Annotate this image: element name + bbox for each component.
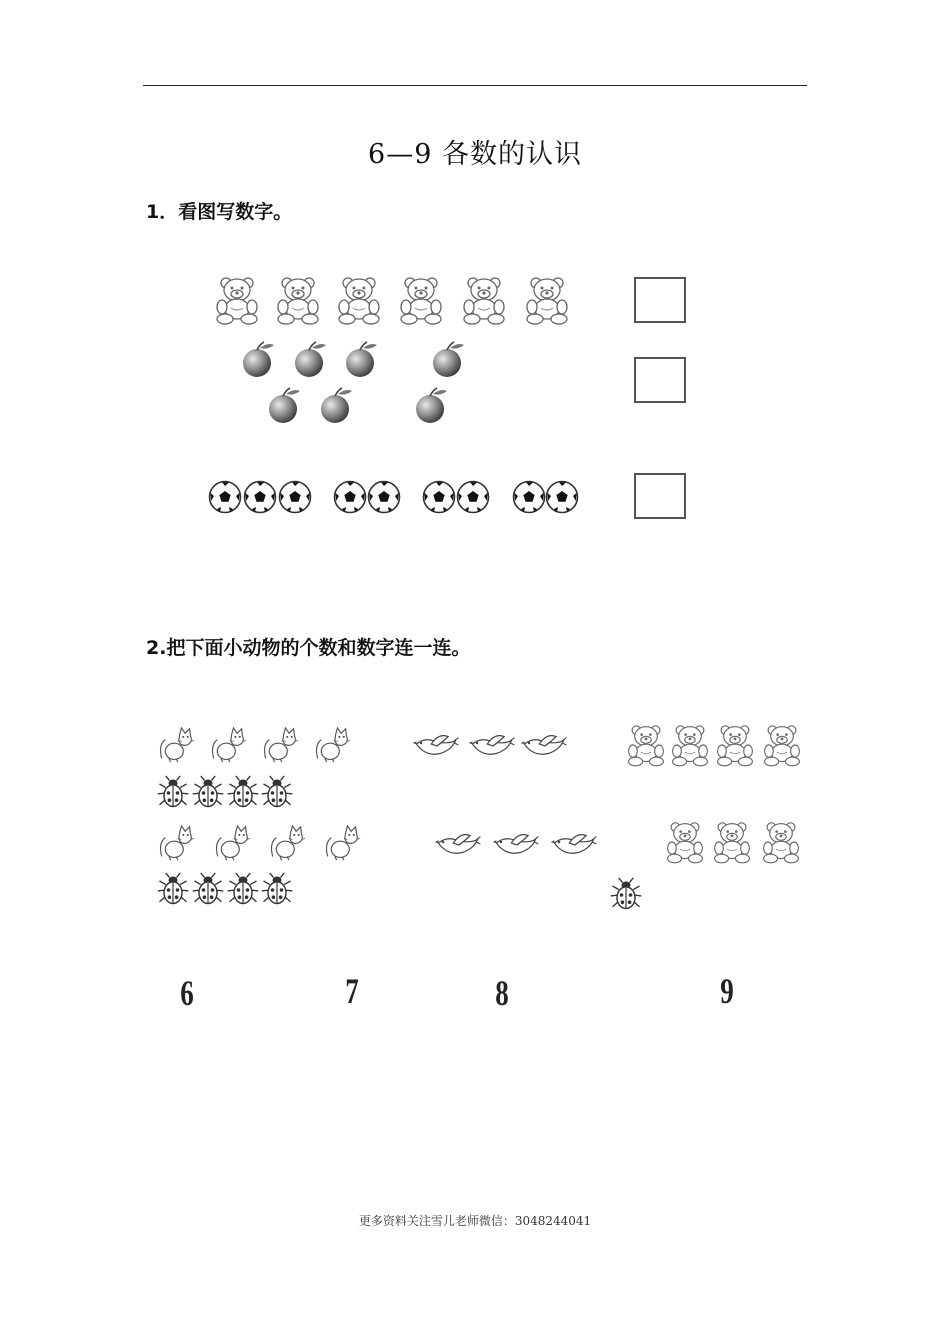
bird-icon <box>520 731 568 759</box>
apple-icon <box>341 340 381 380</box>
bird-icon <box>434 830 482 858</box>
bird-icon <box>412 731 460 759</box>
bird-icon <box>492 830 540 858</box>
bear-icon <box>275 275 321 325</box>
beetle-icon <box>155 775 191 811</box>
apple-icon <box>290 340 330 380</box>
bird-icon <box>468 731 516 759</box>
bird-icon <box>550 830 598 858</box>
number-9[interactable]: 9 <box>720 971 734 1011</box>
question-2-label: 2.把下面小动物的个数和数字连一连。 <box>146 637 471 659</box>
answer-box-2[interactable] <box>634 357 686 403</box>
cat-icon <box>156 825 198 861</box>
soccer-ball-icon <box>367 480 401 514</box>
cat-icon <box>208 727 250 763</box>
apple-icon <box>411 386 451 426</box>
question-1-label: 1．看图写数字。 <box>146 201 293 223</box>
soccer-ball-icon <box>333 480 367 514</box>
soccer-ball-icon <box>456 480 490 514</box>
bear-icon <box>398 275 444 325</box>
bear-icon <box>665 820 705 864</box>
page-title: 6—9 各数的认识 <box>368 139 582 170</box>
number-6[interactable]: 6 <box>180 973 194 1013</box>
soccer-ball-icon <box>243 480 277 514</box>
soccer-ball-icon <box>545 480 579 514</box>
soccer-ball-icon <box>512 480 546 514</box>
apple-icon <box>428 340 468 380</box>
cat-icon <box>267 825 309 861</box>
cat-icon <box>156 727 198 763</box>
bear-icon <box>670 723 710 767</box>
beetle-icon <box>225 872 261 908</box>
bear-icon <box>461 275 507 325</box>
number-8[interactable]: 8 <box>495 973 509 1013</box>
soccer-ball-icon <box>422 480 456 514</box>
beetle-icon <box>190 872 226 908</box>
beetle-icon <box>190 775 226 811</box>
beetle-icon <box>155 872 191 908</box>
beetle-icon <box>259 775 295 811</box>
soccer-ball-icon <box>278 480 312 514</box>
cat-icon <box>260 727 302 763</box>
beetle-icon <box>608 877 644 913</box>
number-7[interactable]: 7 <box>345 971 359 1011</box>
footer-note: 更多资料关注雪儿老师微信：3048244041 <box>358 1214 592 1228</box>
apple-icon <box>264 386 304 426</box>
beetle-icon <box>259 872 295 908</box>
answer-box-3[interactable] <box>634 473 686 519</box>
bear-icon <box>214 275 260 325</box>
bear-icon <box>761 820 801 864</box>
header-rule <box>143 85 807 86</box>
bear-icon <box>712 820 752 864</box>
apple-icon <box>316 386 356 426</box>
cat-icon <box>312 727 354 763</box>
bear-icon <box>762 723 802 767</box>
bear-icon <box>715 723 755 767</box>
soccer-ball-icon <box>208 480 242 514</box>
answer-box-1[interactable] <box>634 277 686 323</box>
beetle-icon <box>225 775 261 811</box>
bear-icon <box>336 275 382 325</box>
cat-icon <box>322 825 364 861</box>
apple-icon <box>238 340 278 380</box>
bear-icon <box>524 275 570 325</box>
bear-icon <box>626 723 666 767</box>
cat-icon <box>212 825 254 861</box>
